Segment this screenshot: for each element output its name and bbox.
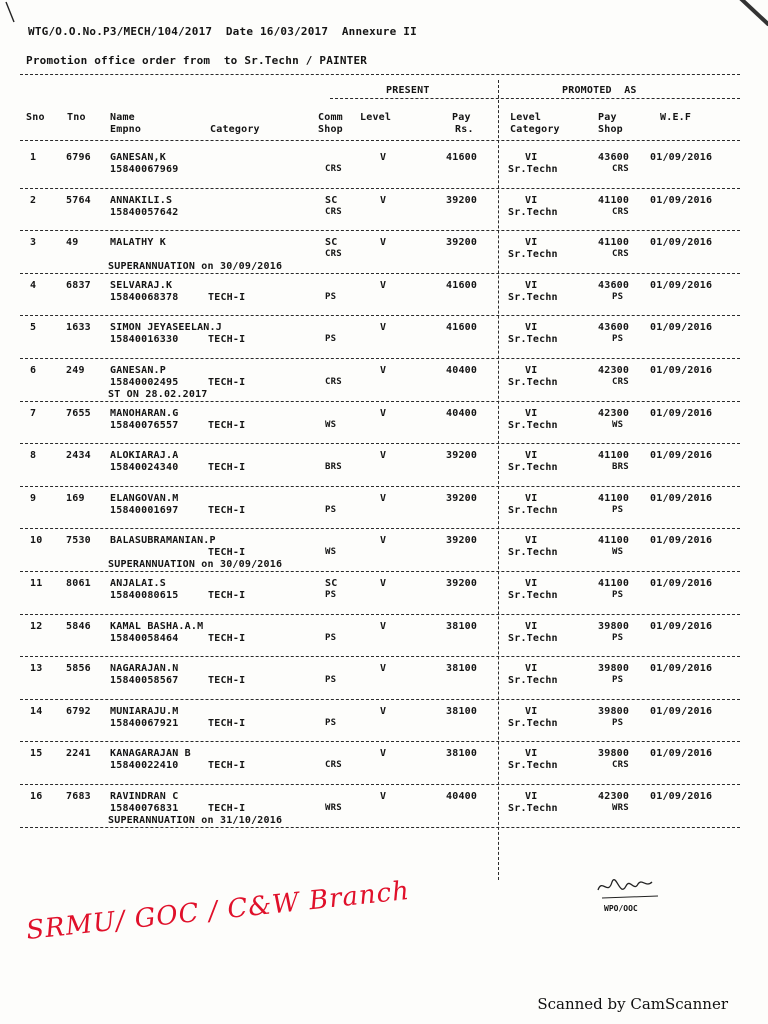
row-empno: 15840024340 (110, 462, 179, 474)
row-promoted-pay: 39800 (598, 705, 630, 717)
row-promoted-pay: 41100 (598, 492, 630, 504)
row-category: TECH-I (208, 504, 246, 516)
row-shop: WRS (325, 803, 342, 813)
row-name: ALOKIARAJ.A (110, 450, 179, 462)
row-level: V (380, 152, 387, 163)
row-pay: 38100 (446, 748, 478, 760)
row-level: V (380, 535, 387, 547)
row-pay: 39200 (446, 492, 478, 504)
col-level: Level (360, 112, 392, 123)
row-tno: 1633 (66, 322, 91, 334)
row-shop: WS (325, 419, 337, 430)
col-comm: Comm (318, 112, 343, 123)
row-promoted-level: VI (525, 535, 538, 547)
signature (590, 868, 670, 908)
row-level: V (380, 578, 387, 589)
row-name: SELVARAJ.K (110, 279, 173, 291)
row-sno: 12 (30, 620, 43, 632)
row-shop: PS (325, 334, 337, 345)
row-promoted-shop: BRS (612, 462, 629, 473)
col-pay: Pay (452, 112, 471, 123)
row-name: ANNAKILI.S (110, 194, 173, 206)
col-p-pay: Pay (598, 112, 617, 123)
row-name: NAGARAJAN.N (110, 663, 179, 675)
row-pay: 39200 (446, 535, 478, 547)
row-divider (20, 699, 740, 700)
row-name: RAVINDRAN C (110, 791, 179, 802)
col-wef: W.E.F (660, 112, 692, 123)
row-shop: BRS (325, 462, 342, 473)
row-wef: 01/09/2016 (650, 492, 713, 504)
row-name: BALASUBRAMANIAN.P (110, 535, 216, 547)
row-wef: 01/09/2016 (650, 322, 713, 334)
row-wef: 01/09/2016 (650, 578, 713, 589)
row-divider (20, 656, 740, 657)
row-category: TECH-I (208, 590, 246, 601)
row-level: V (380, 748, 387, 760)
row-pay: 41600 (446, 279, 478, 291)
row-promoted-shop: WS (612, 419, 624, 430)
row-shop: CRS (325, 760, 342, 771)
row-tno: 2241 (66, 748, 91, 760)
row-promoted-pay: 43600 (598, 322, 630, 334)
row-shop: CRS (325, 206, 342, 217)
row-divider (20, 827, 740, 828)
row-pay: 41600 (446, 322, 478, 334)
row-wef: 01/09/2016 (650, 279, 713, 291)
row-shop: WS (325, 547, 337, 558)
row-promoted-shop: CRS (612, 206, 629, 217)
row-promoted-level: VI (525, 663, 538, 675)
row-sno: 16 (30, 791, 43, 802)
row-empno: 15840016330 (110, 334, 179, 346)
row-category: TECH-I (208, 717, 246, 729)
row-promoted-category: Sr.Techn (508, 675, 558, 687)
column-divider (498, 80, 499, 880)
row-shop: PS (325, 675, 337, 686)
row-wef: 01/09/2016 (650, 620, 713, 632)
order-reference: WTG/O.O.No.P3/MECH/104/2017 Date 16/03/2017 Annexure II (28, 25, 417, 38)
row-promoted-category: Sr.Techn (508, 803, 558, 814)
row-promoted-pay: 39800 (598, 748, 630, 760)
row-level: V (380, 365, 387, 376)
col-p-level: Level (510, 112, 542, 123)
row-promoted-shop: PS (612, 504, 624, 515)
row-pay: 39200 (446, 450, 478, 462)
scanned-footer: Scanned by CamScanner (537, 995, 728, 1013)
row-sno: 6 (30, 365, 37, 376)
row-promoted-pay: 43600 (598, 279, 630, 291)
row-divider (20, 486, 740, 487)
row-promoted-shop: CRS (612, 760, 629, 771)
row-promoted-level: VI (525, 322, 538, 334)
row-promoted-shop: CRS (612, 164, 629, 174)
row-promoted-pay: 41100 (598, 535, 630, 547)
row-empno: 15840067921 (110, 717, 179, 729)
row-level: V (380, 279, 387, 291)
col-tno: Tno (67, 112, 86, 123)
row-sno: 8 (30, 450, 37, 462)
row-level: V (380, 407, 387, 419)
row-divider (20, 401, 740, 402)
row-empno: 15840057642 (110, 206, 179, 218)
row-promoted-category: Sr.Techn (508, 334, 558, 346)
row-empno: 15840076557 (110, 419, 179, 431)
row-note: SUPERANNUATION on 31/10/2016 (108, 815, 283, 826)
row-empno: 15840068378 (110, 291, 179, 303)
col-p-shop: Shop (598, 124, 623, 135)
row-divider (20, 741, 740, 742)
row-sno: 14 (30, 705, 43, 717)
row-promoted-category: Sr.Techn (508, 164, 558, 175)
row-divider (20, 443, 740, 444)
row-tno: 7655 (66, 407, 91, 419)
handwritten-note: SRMU/ GOC / C&W Branch (24, 875, 412, 946)
row-empno: 15840058464 (110, 632, 179, 644)
row-tno: 5856 (66, 663, 91, 675)
row-pay: 40400 (446, 791, 478, 802)
row-promoted-pay: 39800 (598, 663, 630, 675)
row-promoted-category: Sr.Techn (508, 462, 558, 474)
row-pay: 41600 (446, 152, 478, 163)
row-level: V (380, 620, 387, 632)
row-tno: 8061 (66, 578, 91, 589)
row-tno: 5846 (66, 620, 91, 632)
row-promoted-level: VI (525, 450, 538, 462)
row-sno: 5 (30, 322, 37, 334)
row-note: SUPERANNUATION on 30/09/2016 (108, 261, 283, 273)
row-wef: 01/09/2016 (650, 535, 713, 547)
row-promoted-level: VI (525, 705, 538, 717)
row-category: TECH-I (208, 547, 246, 559)
pen-mark-corner (734, 0, 768, 30)
row-promoted-level: VI (525, 194, 538, 206)
row-promoted-shop: PS (612, 675, 624, 686)
row-sno: 15 (30, 748, 43, 760)
row-divider (20, 784, 740, 785)
row-promoted-shop: CRS (612, 377, 629, 387)
row-promoted-category: Sr.Techn (508, 760, 558, 772)
row-wef: 01/09/2016 (650, 152, 713, 163)
row-category: TECH-I (208, 419, 246, 431)
row-promoted-shop: WS (612, 547, 624, 558)
row-promoted-pay: 41100 (598, 194, 630, 206)
row-comm: SC (325, 237, 338, 249)
row-category: TECH-I (208, 334, 246, 346)
row-name: ANJALAI.S (110, 578, 166, 589)
row-divider (20, 614, 740, 615)
row-promoted-level: VI (525, 748, 538, 760)
row-divider (20, 230, 740, 231)
row-level: V (380, 705, 387, 717)
row-tno: 6792 (66, 705, 91, 717)
row-promoted-pay: 41100 (598, 237, 630, 249)
row-tno: 169 (66, 492, 85, 504)
order-subtitle: Promotion office order from to Sr.Techn / PAINTER (26, 54, 368, 67)
row-shop: PS (325, 590, 337, 600)
row-tno: 7683 (66, 791, 91, 802)
row-category: TECH-I (208, 803, 246, 814)
row-shop: CRS (325, 249, 342, 260)
row-empno: 15840022410 (110, 760, 179, 772)
row-wef: 01/09/2016 (650, 705, 713, 717)
row-pay: 40400 (446, 365, 478, 376)
row-promoted-shop: PS (612, 717, 624, 728)
row-divider (20, 528, 740, 529)
row-empno: 15840002495 (110, 377, 179, 388)
row-promoted-category: Sr.Techn (508, 249, 558, 261)
row-pay: 38100 (446, 663, 478, 675)
row-divider (20, 315, 740, 316)
row-promoted-level: VI (525, 365, 538, 376)
row-wef: 01/09/2016 (650, 365, 713, 376)
row-promoted-shop: CRS (612, 249, 629, 260)
row-divider (20, 273, 740, 274)
row-promoted-category: Sr.Techn (508, 590, 558, 601)
row-promoted-shop: PS (612, 632, 624, 643)
row-name: MUNIARAJU.M (110, 705, 179, 717)
row-pay: 39200 (446, 194, 478, 206)
row-name: ELANGOVAN.M (110, 492, 179, 504)
row-note: SUPERANNUATION on 30/09/2016 (108, 559, 283, 571)
row-promoted-category: Sr.Techn (508, 377, 558, 388)
row-promoted-pay: 42300 (598, 407, 630, 419)
row-wef: 01/09/2016 (650, 194, 713, 206)
row-tno: 5764 (66, 194, 91, 206)
row-level: V (380, 492, 387, 504)
row-name: KAMAL BASHA.A.M (110, 620, 204, 632)
row-tno: 2434 (66, 450, 91, 462)
col-category: Category (210, 124, 260, 135)
row-promoted-level: VI (525, 578, 538, 589)
row-comm: SC (325, 194, 338, 206)
row-category: TECH-I (208, 675, 246, 687)
row-promoted-level: VI (525, 237, 538, 249)
col-p-category: Category (510, 124, 560, 135)
row-category: TECH-I (208, 760, 246, 772)
row-promoted-pay: 42300 (598, 365, 630, 376)
col-empno: Empno (110, 124, 142, 135)
row-pay: 39200 (446, 578, 478, 589)
row-level: V (380, 450, 387, 462)
row-note: ST ON 28.02.2017 (108, 389, 208, 400)
present-heading: PRESENT (386, 85, 430, 96)
promoted-heading: PROMOTED AS (562, 85, 637, 96)
row-tno: 49 (66, 237, 79, 249)
row-sno: 10 (30, 535, 43, 547)
row-name: MANOHARAN.G (110, 407, 179, 419)
row-promoted-shop: WRS (612, 803, 629, 813)
row-pay: 38100 (446, 620, 478, 632)
row-shop: PS (325, 717, 337, 728)
row-sno: 11 (30, 578, 43, 589)
row-promoted-category: Sr.Techn (508, 632, 558, 644)
row-promoted-category: Sr.Techn (508, 206, 558, 218)
row-sno: 13 (30, 663, 43, 675)
row-promoted-shop: PS (612, 334, 624, 345)
row-empno: 15840058567 (110, 675, 179, 687)
row-wef: 01/09/2016 (650, 237, 713, 249)
row-comm: SC (325, 578, 338, 589)
row-shop: PS (325, 504, 337, 515)
row-promoted-category: Sr.Techn (508, 291, 558, 303)
row-divider (20, 188, 740, 189)
row-name: KANAGARAJAN B (110, 748, 191, 760)
row-level: V (380, 322, 387, 334)
row-shop: PS (325, 632, 337, 643)
row-category: TECH-I (208, 462, 246, 474)
row-promoted-pay: 39800 (598, 620, 630, 632)
row-category: TECH-I (208, 291, 246, 303)
row-name: MALATHY K (110, 237, 166, 249)
row-promoted-level: VI (525, 407, 538, 419)
row-promoted-pay: 41100 (598, 578, 630, 589)
row-pay: 39200 (446, 237, 478, 249)
row-wef: 01/09/2016 (650, 791, 713, 802)
row-category: TECH-I (208, 632, 246, 644)
row-shop: PS (325, 291, 337, 302)
signature-designation: WPO/OOC (604, 904, 638, 913)
row-promoted-level: VI (525, 791, 538, 802)
row-sno: 4 (30, 279, 37, 291)
row-shop: CRS (325, 377, 342, 387)
row-pay: 38100 (446, 705, 478, 717)
row-sno: 2 (30, 194, 37, 206)
row-wef: 01/09/2016 (650, 450, 713, 462)
row-promoted-shop: PS (612, 291, 624, 302)
row-tno: 7530 (66, 535, 91, 547)
row-promoted-shop: PS (612, 590, 624, 600)
row-promoted-category: Sr.Techn (508, 547, 558, 559)
row-sno: 3 (30, 237, 37, 249)
row-tno: 6837 (66, 279, 91, 291)
row-empno: 15840076831 (110, 803, 179, 814)
col-rs: Rs. (455, 124, 474, 135)
row-shop: CRS (325, 164, 342, 174)
row-pay: 40400 (446, 407, 478, 419)
row-name: SIMON JEYASEELAN.J (110, 322, 222, 334)
col-shop: Shop (318, 124, 343, 135)
row-level: V (380, 663, 387, 675)
row-promoted-level: VI (525, 492, 538, 504)
row-empno: 15840001697 (110, 504, 179, 516)
row-promoted-category: Sr.Techn (508, 419, 558, 431)
row-divider (20, 358, 740, 359)
row-wef: 01/09/2016 (650, 748, 713, 760)
row-promoted-category: Sr.Techn (508, 504, 558, 516)
row-empno: 15840080615 (110, 590, 179, 601)
col-sno: Sno (26, 112, 45, 123)
row-level: V (380, 194, 387, 206)
row-promoted-pay: 43600 (598, 152, 630, 163)
row-sno: 1 (30, 152, 37, 163)
row-name: GANESAN.P (110, 365, 166, 376)
row-wef: 01/09/2016 (650, 663, 713, 675)
row-promoted-level: VI (525, 620, 538, 632)
col-name: Name (110, 112, 135, 123)
row-level: V (380, 237, 387, 249)
row-level: V (380, 791, 387, 802)
row-wef: 01/09/2016 (650, 407, 713, 419)
row-promoted-pay: 42300 (598, 791, 630, 802)
row-empno: 15840067969 (110, 164, 179, 175)
row-category: TECH-I (208, 377, 246, 388)
row-promoted-level: VI (525, 279, 538, 291)
row-divider (20, 571, 740, 572)
row-tno: 249 (66, 365, 85, 376)
row-sno: 7 (30, 407, 37, 419)
row-tno: 6796 (66, 152, 91, 163)
row-promoted-pay: 41100 (598, 450, 630, 462)
row-promoted-category: Sr.Techn (508, 717, 558, 729)
row-promoted-level: VI (525, 152, 538, 163)
row-name: GANESAN,K (110, 152, 166, 163)
row-sno: 9 (30, 492, 37, 504)
